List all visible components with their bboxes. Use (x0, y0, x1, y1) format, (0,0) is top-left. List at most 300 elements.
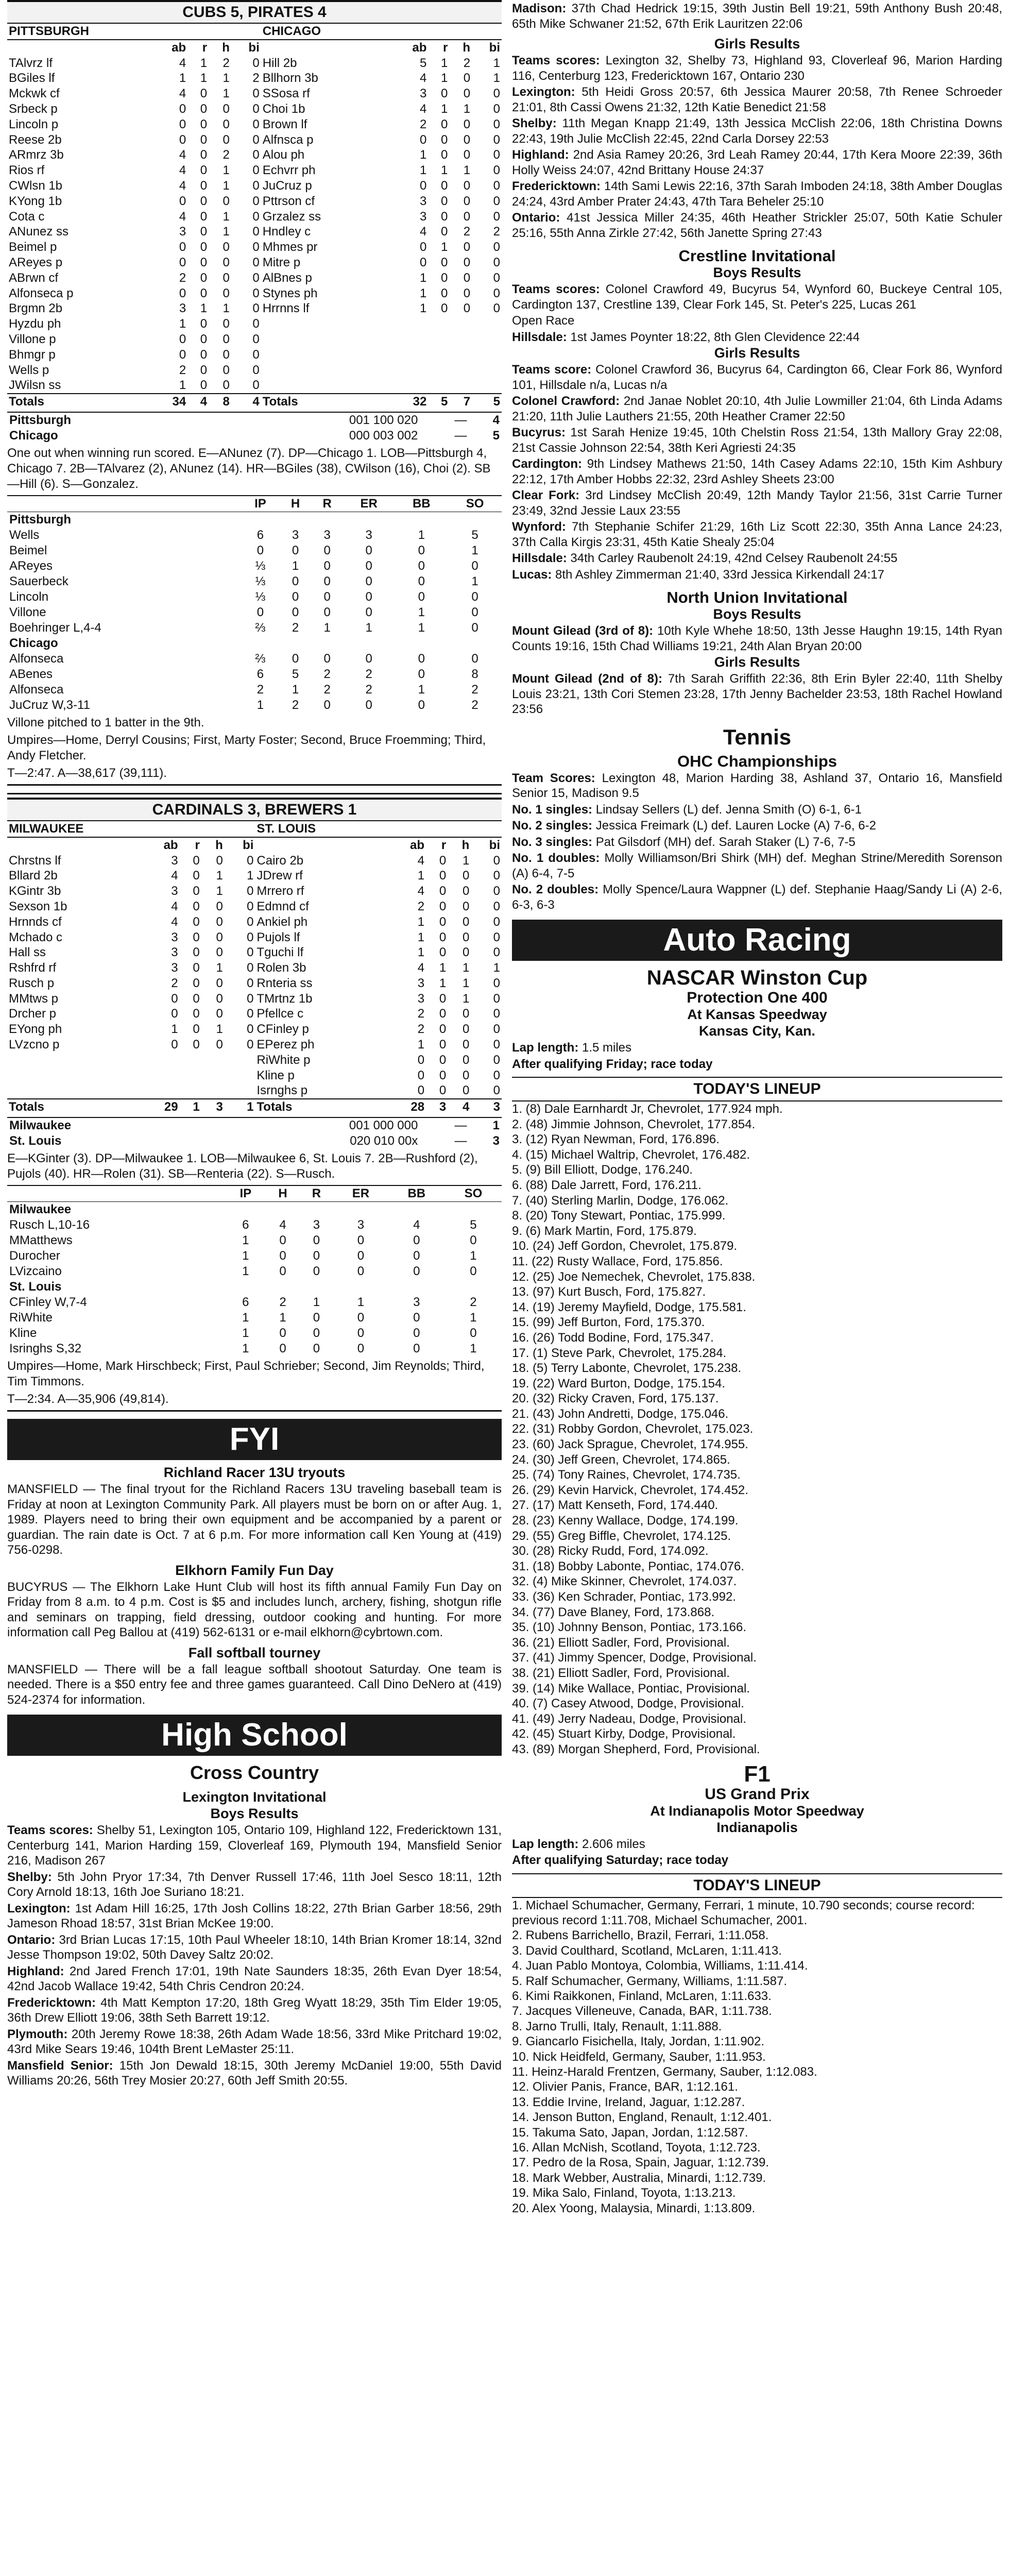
school-label: Teams scores: (512, 54, 600, 67)
total-cell: Totals (261, 394, 391, 410)
lineup-entry: 19. (22) Ward Burton, Dodge, 175.154. (512, 1376, 726, 1391)
player-stat: 3 (171, 884, 178, 899)
result-text: 11th Megan Knapp 21:49, 13th Jessica McClish 22:06, 18th Christina Downs 22:43, 19th Julie McClish 22:45, 22nd Carla Dorsey 22:53 (512, 116, 1002, 146)
player-stat: 4 (417, 884, 425, 899)
player-stat: 2 (171, 976, 178, 990)
school-label: Lexington: (512, 85, 575, 99)
dash: — (454, 428, 467, 443)
pitcher-stat: 0 (292, 543, 299, 557)
player-stat: 0 (247, 1022, 254, 1037)
spacer (7, 837, 141, 853)
result-paragraph (512, 179, 1002, 209)
inning-runs: 001 000 000 (203, 1117, 420, 1133)
player-stat: 0 (247, 899, 254, 913)
player-row (7, 1053, 502, 1068)
player-stat: 0 (439, 1022, 447, 1037)
player-name: Stynes ph (262, 286, 318, 300)
player-stat: 0 (493, 899, 500, 913)
player-stat: 3 (171, 945, 178, 960)
player-stat: 0 (200, 163, 208, 178)
player-stat: 0 (440, 286, 448, 300)
player-stat: 0 (216, 945, 223, 960)
result-text: 2nd Janae Noblet 20:10, 4th Julie Lowmiller 21:04, 6th Linda Adams 21:20, 11th Julie Lauthers 21:55, 20th Heather Cramer 22:50 (512, 394, 1002, 423)
stat-header: bi (489, 40, 500, 55)
lineup-entry: 21. (43) John Andretti, Dodge, 175.046. (512, 1406, 729, 1421)
player-stat: 0 (463, 87, 471, 101)
player-stat: 0 (493, 869, 500, 883)
pitcher-name: JuCruz W,3-11 (9, 698, 90, 712)
pitcher-stat: 1 (470, 1249, 477, 1263)
player-stat: 0 (462, 869, 470, 883)
player-stat: 2 (223, 56, 230, 70)
player-stat: 0 (493, 194, 500, 208)
player-stat (428, 332, 449, 347)
player-stat: 0 (216, 1038, 223, 1052)
player-row (7, 117, 502, 132)
player-stat: 0 (200, 101, 208, 116)
player-name: Pfellce c (256, 1007, 304, 1021)
player-stat: 0 (417, 1053, 425, 1067)
player-row (7, 991, 502, 1007)
player-name: Villone p (9, 332, 56, 346)
player-stat: 0 (252, 178, 260, 193)
player-stat: 4 (179, 148, 186, 162)
player-stat: 0 (252, 378, 260, 393)
player-stat: 1 (462, 961, 470, 975)
result-paragraph (512, 84, 1002, 115)
pitching-stat-header: H (280, 496, 312, 512)
lineup-entry: 12. Olivier Panis, France, BAR, 1:12.161. (512, 2080, 738, 2094)
player-stat: 0 (252, 363, 260, 377)
player-name: Beimel p (9, 240, 57, 255)
school-label: No. 3 singles: (512, 835, 593, 849)
player-stat: 2 (463, 225, 471, 239)
fyi-headline: Elkhorn Family Fun Day (175, 1562, 334, 1578)
tennis-heading: Tennis (723, 724, 792, 749)
spacer (255, 837, 387, 853)
pitcher-stat: 1 (418, 682, 425, 697)
lineup-entry: 25. (74) Tony Raines, Chevrolet, 174.735. (512, 1468, 741, 1482)
player-stat (449, 316, 472, 332)
pitching-stat-header: IP (241, 496, 280, 512)
pitcher-name: Villone (9, 605, 46, 619)
team-header-row (7, 24, 502, 40)
player-stat: 0 (439, 991, 447, 1006)
school-label: No. 1 singles: (512, 802, 593, 817)
lineup-entry: 12. (25) Joe Nemechek, Chevrolet, 175.838. (512, 1269, 756, 1284)
player-stat (449, 363, 472, 378)
lineup-heading: TODAY'S LINEUP (512, 1873, 1002, 1898)
player-row (7, 194, 502, 209)
player-stat: 0 (463, 178, 471, 193)
lineup-entry: 42. (45) Stuart Kirby, Dodge, Provisional. (512, 1727, 736, 1741)
pitching-table (7, 495, 502, 713)
pitcher-name: AReyes (9, 558, 53, 573)
player-stat: 0 (247, 930, 254, 944)
player-stat: 0 (439, 1007, 447, 1021)
pitcher-stat: 0 (418, 558, 425, 573)
team-name: Milwaukee (9, 1202, 72, 1217)
lineup-entry: 1. (8) Dale Earnhardt Jr, Chevrolet, 177.924 mph. (512, 1102, 783, 1116)
pitcher-stat: 2 (256, 682, 264, 697)
player-stat: 4 (171, 899, 178, 913)
home-team-name: CHICAGO (261, 24, 502, 40)
player-stat: 0 (193, 976, 200, 990)
pitcher-name: Alfonseca (9, 651, 64, 666)
lineup-entry: 29. (55) Greg Biffle, Chevrolet, 174.125. (512, 1529, 731, 1543)
linescore-row (7, 1133, 502, 1149)
result-text: Pat Gilsdorf (MH) def. Sarah Staker (L) 7-6, 7-5 (592, 835, 856, 849)
result-paragraph (7, 1901, 502, 1931)
boys-results-heading: Boys Results (713, 265, 801, 280)
player-stat: 0 (223, 117, 230, 131)
player-row (7, 71, 502, 86)
player-row (7, 147, 502, 163)
pitcher-stat: 1 (242, 1311, 249, 1325)
pitcher-stat: 3 (313, 1218, 320, 1232)
stat-header: bi (248, 40, 260, 55)
player-stat: 0 (223, 317, 230, 331)
result-paragraph (512, 147, 1002, 178)
player-name: Hrnnds cf (9, 914, 62, 929)
lineup-entry: 10. Nick Heidfeld, Germany, Sauber, 1:11.953. (512, 2049, 766, 2064)
player-row (7, 332, 502, 347)
player-name: Hyzdu ph (9, 317, 61, 331)
school-label: Lucas: (512, 567, 552, 582)
result-paragraph (512, 282, 1002, 312)
player-stat: 1 (223, 209, 230, 224)
lineup-entry: 8. Jarno Trulli, Italy, Renault, 1:11.888. (512, 2019, 722, 2033)
stat-header: h (222, 40, 230, 55)
player-name: EYong ph (9, 1022, 62, 1037)
player-stat: 1 (440, 101, 448, 116)
pitcher-stat: 0 (313, 1233, 320, 1248)
player-stat (472, 378, 502, 394)
player-stat: 2 (223, 148, 230, 162)
result-text: 7th Sarah Griffith 22:36, 8th Erin Byler 22:40, 11th Shelby Louis 23:21, 13th Cori Stemen 23:28, 17th Jenny Bachelder 23:53, 18th Rachel Howland 23:56 (512, 672, 1002, 716)
lineup-entry: 10. (24) Jeff Gordon, Chevrolet, 175.879. (512, 1239, 738, 1253)
player-stat: 1 (200, 301, 208, 316)
pitcher-name: CFinley W,7-4 (9, 1295, 87, 1310)
player-stat: 0 (493, 914, 500, 929)
team-name: Pittsburgh (7, 412, 203, 428)
pitcher-stat: 1 (242, 1342, 249, 1356)
player-name (7, 1068, 141, 1083)
player-name: AReyes p (9, 255, 63, 269)
player-row (7, 945, 502, 960)
inning-runs: 020 010 00x (350, 1134, 418, 1148)
pitcher-stat: 0 (323, 543, 331, 557)
player-stat (391, 332, 428, 347)
pitcher-stat: 2 (292, 620, 299, 635)
result-text: Colonel Crawford 36, Bucyrus 64, Cardington 66, Clear Fork 86, Wynford 101, Hillsdale n/a, Lucas n/a (512, 363, 1003, 392)
pitcher-stat: 0 (365, 543, 372, 557)
pitcher-stat: 3 (365, 528, 372, 542)
player-stat (391, 363, 428, 378)
pitcher-stat: 0 (413, 1342, 420, 1356)
player-stat: 0 (200, 378, 208, 393)
pitcher-stat: 1 (313, 1295, 320, 1310)
pitcher-stat: 1 (418, 620, 425, 635)
result-paragraph (512, 818, 1002, 834)
pitcher-stat: 0 (313, 1326, 320, 1341)
player-stat: 0 (440, 209, 448, 224)
spacer (7, 1185, 225, 1202)
result-paragraph (512, 394, 1002, 424)
pitching-stat-header: H (266, 1185, 299, 1202)
player-stat: 1 (420, 301, 427, 316)
player-name: Isrnghs p (256, 1083, 308, 1098)
lineup-entry: 43. (89) Morgan Shepherd, Ford, Provisional. (512, 1742, 760, 1756)
f1-lineup (512, 1898, 1002, 2216)
pitching-stat-header: ER (343, 496, 395, 512)
player-stat: 1 (462, 853, 470, 868)
player-stat: 4 (417, 853, 425, 868)
pitcher-stat: 1 (471, 543, 478, 557)
player-name: Reese 2b (9, 132, 62, 147)
total-cell: 5 (472, 394, 502, 410)
pitcher-stat: 0 (323, 558, 331, 573)
player-stat (201, 1053, 225, 1068)
race-venue: At Indianapolis Motor Speedway (650, 1803, 864, 1819)
total-cell: 1 (180, 1099, 201, 1115)
result-paragraph (512, 882, 1002, 912)
pitcher-stat: 0 (471, 558, 478, 573)
pitching-stat-header: R (311, 496, 343, 512)
pitcher-row (7, 1217, 502, 1233)
result-paragraph (512, 519, 1002, 550)
lineup-entry: 30. (28) Ricky Rudd, Ford, 174.092. (512, 1544, 709, 1558)
player-stat: 0 (493, 1038, 500, 1052)
result-paragraph (512, 362, 1002, 393)
player-stat: 0 (200, 347, 208, 362)
pitcher-stat: 0 (357, 1326, 365, 1341)
right-column (512, 0, 1002, 2216)
lineup-entry: 20. (32) Ricky Craven, Ford, 175.137. (512, 1392, 719, 1406)
pitcher-stat: 1 (279, 1311, 286, 1325)
school-label: Hillsdale: (512, 551, 567, 565)
player-stat: 3 (171, 961, 178, 975)
stat-header: h (215, 838, 223, 852)
player-stat: 1 (216, 884, 223, 899)
pitcher-stat: 5 (470, 1218, 477, 1232)
player-name: Hndley c (262, 225, 311, 239)
player-row (7, 86, 502, 101)
player-stat: 0 (493, 178, 500, 193)
player-stat: 0 (439, 945, 447, 960)
player-stat: 4 (171, 869, 178, 883)
pitcher-stat: 0 (279, 1342, 286, 1356)
pitcher-row (7, 1326, 502, 1341)
lineup-entry: 6. (88) Dale Jarrett, Ford, 176.211. (512, 1178, 702, 1192)
lineup-entry: 8. (20) Tony Stewart, Pontiac, 175.999. (512, 1209, 726, 1223)
player-stat: 0 (440, 117, 448, 131)
pitcher-stat: 6 (256, 528, 264, 542)
player-stat: 0 (252, 163, 260, 178)
player-stat: 3 (417, 976, 425, 990)
north-union-girls-results (512, 671, 1002, 717)
player-stat: 1 (493, 71, 500, 86)
result-text: 2nd Jared French 17:01, 19th Nate Saunders 18:35, 26th Evan Dyer 18:54, 42nd Jacob Wallace 19:42, 54th Chris Cendron 20:24. (7, 1964, 502, 1994)
player-stat: 0 (223, 194, 230, 208)
pitcher-stat: 0 (313, 1311, 320, 1325)
pitcher-stat: 0 (292, 605, 299, 619)
player-stat (428, 363, 449, 378)
player-stat: 0 (440, 148, 448, 162)
pitcher-stat: 2 (323, 667, 331, 681)
race-city: Indianapolis (716, 1819, 798, 1835)
pitcher-stat: 0 (292, 651, 299, 666)
pitcher-stat: 1 (323, 620, 331, 635)
school-label: Wynford: (512, 520, 566, 534)
pitcher-name: MMatthews (9, 1233, 73, 1248)
pitcher-stat: 1 (242, 1233, 249, 1248)
player-name (7, 1053, 141, 1068)
player-name (261, 378, 391, 394)
lineup-entry: 40. (7) Casey Atwood, Dodge, Provisional. (512, 1697, 744, 1711)
player-stat: 0 (193, 961, 200, 975)
player-stat: 0 (440, 301, 448, 316)
lineup-entry: 39. (14) Mike Wallace, Pontiac, Provisional. (512, 1681, 750, 1696)
pitcher-stat: 6 (256, 667, 264, 681)
result-paragraph (512, 1, 1002, 31)
player-name: Srbeck p (9, 101, 58, 116)
pitching-stat-header: R (300, 1185, 333, 1202)
player-stat: 4 (417, 961, 425, 975)
player-stat (472, 316, 502, 332)
pitcher-stat: 1 (365, 620, 372, 635)
player-name: Rolen 3b (256, 961, 306, 975)
result-paragraph (7, 1964, 502, 1994)
player-name: Mchado c (9, 930, 63, 944)
pitcher-name: ABenes (9, 667, 53, 681)
player-stat: 0 (462, 1068, 470, 1082)
qualifying-note: After qualifying Saturday; race today (512, 1853, 729, 1868)
player-stat: 0 (200, 178, 208, 193)
player-stat: 0 (216, 991, 223, 1006)
player-stat: 0 (223, 286, 230, 300)
player-stat: 2 (417, 1022, 425, 1037)
player-row (7, 286, 502, 301)
player-stat: 0 (439, 930, 447, 944)
player-stat: 3 (171, 853, 178, 868)
pitcher-name: Kline (9, 1326, 37, 1341)
pitcher-stat: 0 (279, 1326, 286, 1341)
player-stat: 0 (493, 132, 500, 147)
player-row (7, 240, 502, 255)
player-stat: 0 (179, 255, 186, 269)
player-stat: 4 (420, 101, 427, 116)
player-name: SSosa rf (262, 87, 310, 101)
player-stat: 4 (171, 914, 178, 929)
pitcher-row (7, 1248, 502, 1264)
lineup-entry: 38. (21) Elliott Sadler, Ford, Provisional. (512, 1666, 730, 1680)
girls-results-heading: Girls Results (714, 654, 800, 670)
pitcher-stat: 2 (470, 1295, 477, 1310)
total-cell: 28 (388, 1099, 426, 1115)
team-name: Milwaukee (7, 1117, 203, 1133)
spacer (7, 496, 241, 512)
player-stat (225, 1053, 255, 1068)
player-stat: 0 (493, 945, 500, 960)
lineup-entry: 11. Heinz-Harald Frentzen, Germany, Sauber, 1:12.083. (512, 2065, 817, 2079)
lexington-boys-results-cont (512, 1, 1002, 31)
result-paragraph (512, 330, 1002, 345)
lineup-entry: 36. (21) Elliott Sadler, Ford, Provisional. (512, 1635, 730, 1650)
pitcher-stat: 3 (357, 1218, 365, 1232)
player-stat: 0 (463, 286, 471, 300)
player-row (7, 1006, 502, 1022)
player-row (7, 255, 502, 270)
player-stat: 0 (216, 914, 223, 929)
pitcher-stat: ⅓ (255, 558, 266, 573)
final-runs: 3 (492, 1134, 500, 1148)
lineup-entry: 18. (5) Terry Labonte, Chevrolet, 175.238. (512, 1361, 742, 1376)
stat-header: ab (410, 838, 425, 852)
player-name: Edmnd cf (256, 899, 309, 913)
left-column (7, 0, 502, 2089)
final-runs: 5 (492, 428, 500, 443)
player-row (7, 884, 502, 899)
player-name: Hrrnns lf (262, 301, 310, 316)
player-row (7, 101, 502, 117)
pitcher-stat: 0 (323, 651, 331, 666)
result-paragraph (7, 2027, 502, 2057)
player-stat: 0 (462, 1022, 470, 1037)
player-stat: 1 (223, 163, 230, 178)
pitching-stat-header: BB (388, 1185, 445, 1202)
pitcher-stat: 8 (471, 667, 478, 681)
pitcher-stat: 0 (365, 574, 372, 588)
lineup-entry: 3. David Coulthard, Scotland, McLaren, 1:11.413. (512, 1943, 782, 1958)
stat-header-row (7, 837, 502, 853)
pitcher-stat: 0 (418, 698, 425, 712)
player-stat: 0 (463, 71, 471, 86)
player-stat: 0 (493, 1007, 500, 1021)
lineup-entry: 23. (60) Jack Sprague, Chevrolet, 174.955. (512, 1437, 748, 1452)
lineup-entry: 35. (10) Johnny Benson, Pontiac, 173.166. (512, 1620, 746, 1635)
player-stat: 0 (420, 178, 427, 193)
pitcher-row (7, 528, 502, 543)
player-row (7, 301, 502, 316)
player-name: Alfnsca p (262, 132, 314, 147)
lineup-entry: 9. (6) Mark Martin, Ford, 175.879. (512, 1224, 697, 1238)
player-stat: 0 (462, 899, 470, 913)
pitcher-row (7, 589, 502, 605)
player-stat: 2 (179, 363, 186, 377)
player-stat: 0 (462, 1053, 470, 1067)
lineup-entry: 4. (15) Michael Waltrip, Chevrolet, 176.482. (512, 1147, 750, 1162)
pitcher-stat: 1 (418, 605, 425, 619)
player-name: Echvrr ph (262, 163, 316, 178)
player-stat: 0 (223, 270, 230, 285)
fyi-banner: FYI (7, 1419, 502, 1460)
player-stat (201, 1083, 225, 1099)
player-stat (472, 363, 502, 378)
pitcher-stat: 0 (357, 1342, 365, 1356)
pitcher-stat: 0 (365, 651, 372, 666)
player-stat (141, 1083, 179, 1099)
pitcher-stat: 0 (413, 1311, 420, 1325)
result-text: 3rd Brian Lucas 17:15, 10th Paul Wheeler 18:10, 14th Brian Kromer 18:14, 32nd Jesse Thompson 19:02, 50th Davey Saltz 20:02. (7, 1933, 502, 1962)
lineup-entry: 19. Mika Salo, Finland, Toyota, 1:13.213. (512, 2186, 736, 2200)
player-stat: 0 (252, 317, 260, 331)
pitcher-stat: 0 (418, 543, 425, 557)
pitcher-stat: 1 (242, 1326, 249, 1341)
player-stat: 0 (252, 101, 260, 116)
dash: — (420, 412, 469, 428)
player-name: Lincoln p (9, 117, 59, 131)
